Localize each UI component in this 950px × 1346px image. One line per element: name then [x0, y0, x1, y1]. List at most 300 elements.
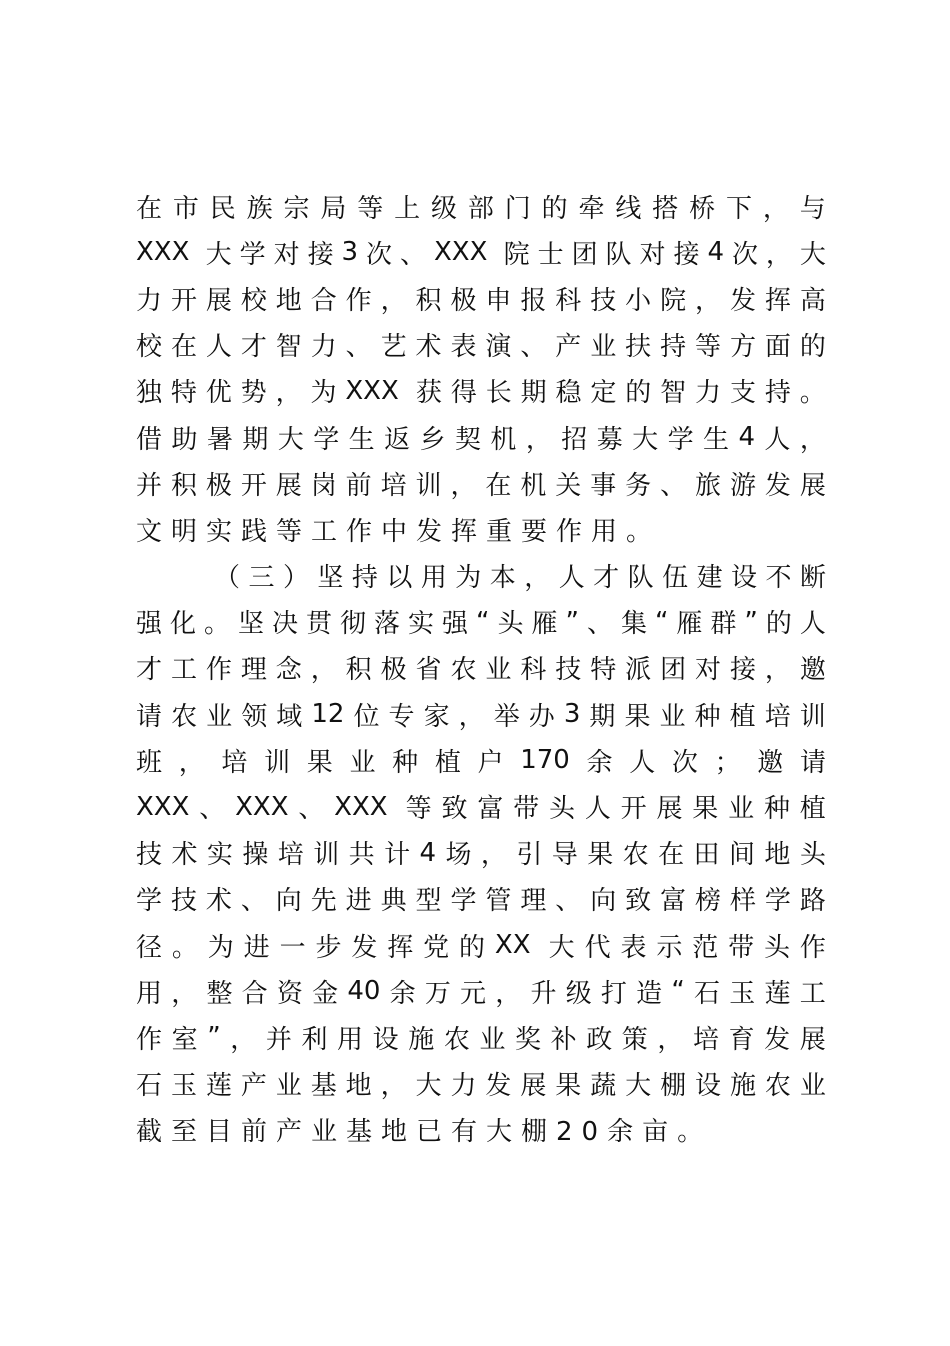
text-token: 头	[764, 932, 791, 963]
text-token: 请	[799, 747, 826, 778]
text-token: 用	[337, 1024, 364, 1055]
text-token: 实	[206, 840, 233, 871]
text-token: ，	[764, 655, 791, 686]
text-token: 操	[242, 840, 269, 871]
text-token: 石	[136, 1071, 163, 1102]
text-token: 大	[632, 424, 659, 455]
text-token: 展	[275, 470, 302, 501]
text-token: 用	[420, 563, 447, 594]
text-line	[136, 968, 826, 1014]
text-token: 径	[136, 932, 163, 963]
text-token: 支	[729, 378, 756, 409]
text-token: 彻	[340, 609, 367, 640]
text-token: ，	[450, 470, 477, 501]
text-token: 种	[392, 747, 419, 778]
text-token: 致	[625, 886, 652, 917]
text-token: 理	[240, 655, 267, 686]
text-token: 定	[590, 378, 617, 409]
text-token: 等	[695, 332, 722, 363]
text-token: 门	[504, 193, 531, 224]
text-line	[136, 830, 826, 876]
text-token: 院	[660, 285, 687, 316]
text-token: 院	[503, 239, 530, 270]
text-token: 以	[386, 563, 413, 594]
text-token: 。	[171, 932, 198, 963]
text-token: XXX	[433, 237, 496, 268]
text-token: 果	[692, 794, 719, 825]
text-token: 下	[726, 193, 753, 224]
text-token: 大	[799, 239, 826, 270]
text-token: 展	[520, 1071, 547, 1102]
text-token: 举	[493, 701, 520, 732]
text-token: 实	[408, 609, 435, 640]
text-token: 在	[170, 332, 197, 363]
text-token: 设	[731, 563, 758, 594]
text-token: 暑	[206, 424, 233, 455]
text-token: 决	[272, 609, 299, 640]
text-token: 邀	[757, 747, 784, 778]
text-token: 关	[555, 470, 582, 501]
text-token: 业	[349, 747, 376, 778]
text-token: 位	[353, 701, 380, 732]
text-token: 党	[423, 932, 450, 963]
text-token: 术	[171, 840, 198, 871]
text-token: 资	[276, 978, 303, 1009]
text-token: 强	[136, 609, 163, 640]
text-token: 三	[248, 563, 275, 594]
text-token: 报	[520, 285, 547, 316]
text-token: ，	[380, 1071, 407, 1102]
text-token: 生	[703, 424, 730, 455]
text-token: 开	[170, 285, 197, 316]
text-token: 的	[459, 932, 486, 963]
text-token: 持	[351, 563, 378, 594]
text-token: 展	[205, 285, 232, 316]
text-line	[136, 691, 826, 737]
text-token: 前	[345, 470, 372, 501]
text-token: 间	[728, 840, 755, 871]
text-line	[136, 183, 826, 229]
text-token: 引	[516, 840, 543, 871]
text-token: 积	[170, 470, 197, 501]
text-token: 富	[660, 886, 687, 917]
text-token: 莲	[205, 1071, 232, 1102]
text-token: 并	[136, 470, 163, 501]
text-token: 助	[171, 424, 198, 455]
text-token: 范	[692, 932, 719, 963]
text-token: 极	[450, 285, 477, 316]
text-token: XXX	[334, 791, 396, 822]
text-token: 万	[424, 978, 451, 1009]
text-token: 大	[205, 239, 232, 270]
text-token: 工	[170, 655, 197, 686]
text-token: 种	[694, 701, 721, 732]
text-token: 独	[136, 378, 163, 409]
text-token: 示	[656, 932, 683, 963]
text-token: 次	[731, 239, 758, 270]
text-token: 展	[799, 1024, 826, 1055]
text-token: 局	[320, 193, 347, 224]
text-token: 果	[555, 1071, 582, 1102]
text-token: 理	[520, 886, 547, 917]
text-token: 本	[489, 563, 516, 594]
text-token: 等	[405, 794, 432, 825]
text-token: 产	[555, 332, 582, 363]
text-token: 40	[347, 976, 381, 1007]
text-token: 育	[728, 1024, 755, 1055]
text-token: ，	[458, 701, 485, 732]
text-token: 、	[555, 886, 582, 917]
text-token: 派	[625, 655, 652, 686]
text-token: 开	[620, 794, 647, 825]
text-token: 不	[765, 563, 792, 594]
text-token: XXX	[136, 237, 198, 268]
text-token: 业	[206, 701, 233, 732]
text-token: ，	[657, 1024, 684, 1055]
text-token: XXX	[136, 791, 190, 822]
text-token: 训	[415, 470, 442, 501]
text-token: 技	[590, 285, 617, 316]
text-token: ，	[230, 1024, 257, 1055]
text-token: 雁	[676, 609, 703, 640]
text-token: 作	[205, 655, 232, 686]
text-token: 方	[729, 332, 756, 363]
text-token: 力	[310, 332, 337, 363]
text-token: 计	[384, 840, 411, 871]
text-token: ，	[178, 747, 205, 778]
text-token: 业	[590, 332, 617, 363]
text-line	[136, 368, 826, 414]
text-token: 基	[310, 1071, 337, 1102]
text-token: 才	[136, 655, 163, 686]
text-token: 家	[423, 701, 450, 732]
text-token: 训	[313, 840, 340, 871]
text-token: 头	[799, 840, 826, 871]
text-token: 落	[374, 609, 401, 640]
text-token: “	[654, 606, 669, 637]
text-token: 强	[442, 609, 469, 640]
text-token: 果	[587, 840, 614, 871]
text-token: 发	[764, 470, 791, 501]
text-token: 学	[136, 886, 163, 917]
text-token: ，	[695, 285, 722, 316]
text-token: 申	[485, 285, 512, 316]
text-token: 岗	[310, 470, 337, 501]
text-token: 为	[310, 378, 337, 409]
text-token: 对	[695, 655, 722, 686]
text-token: 3	[341, 237, 359, 268]
text-token: 带	[513, 794, 540, 825]
text-line	[136, 322, 826, 368]
text-token: 设	[695, 1071, 722, 1102]
text-token: ，	[380, 285, 407, 316]
text-token: ）	[282, 563, 309, 594]
text-token: 12	[311, 699, 345, 730]
text-token: 力	[450, 1071, 477, 1102]
text-token: 头	[497, 609, 524, 640]
text-token: 的	[765, 609, 792, 640]
text-token: 打	[600, 978, 627, 1009]
text-token: 共	[348, 840, 375, 871]
text-token: 农	[443, 1024, 470, 1055]
text-token: 小	[625, 285, 652, 316]
text-token: 势	[240, 378, 267, 409]
text-token: 发	[351, 932, 378, 963]
text-token: 进	[243, 932, 270, 963]
text-token: 学	[450, 886, 477, 917]
text-token: 团	[571, 239, 598, 270]
text-token: 升	[530, 978, 557, 1009]
text-token: 与	[799, 193, 826, 224]
text-token: 作	[136, 1024, 163, 1055]
text-token: 作	[799, 932, 826, 963]
text-token: 术	[205, 886, 232, 917]
text-token: 乡	[419, 424, 446, 455]
text-token: 展	[656, 794, 683, 825]
text-token: 特	[170, 378, 197, 409]
text-token: 念	[275, 655, 302, 686]
text-token: 上	[394, 193, 421, 224]
text-token: 在	[658, 840, 685, 871]
text-token: 合	[241, 978, 268, 1009]
text-token: 接	[307, 239, 334, 270]
text-token: 开	[240, 470, 267, 501]
text-token: 智	[275, 332, 302, 363]
text-token: 次	[671, 747, 698, 778]
text-token: 级	[431, 193, 458, 224]
text-token: 、	[400, 239, 427, 270]
text-token: 长	[485, 378, 512, 409]
text-token: 募	[596, 424, 623, 455]
text-token: 政	[586, 1024, 613, 1055]
text-token: 路	[799, 886, 826, 917]
text-token: 办	[528, 701, 555, 732]
text-token: 人	[764, 424, 791, 455]
text-token: 作	[345, 285, 372, 316]
text-token: 队	[605, 239, 632, 270]
text-token: 期	[242, 424, 269, 455]
text-token: 持	[764, 378, 791, 409]
text-token: 人	[629, 747, 656, 778]
text-token: 合	[310, 285, 337, 316]
text-token: 业	[799, 1071, 826, 1102]
text-token: 设	[372, 1024, 399, 1055]
text-token: 技	[555, 655, 582, 686]
text-token: 对	[639, 239, 666, 270]
text-token: 补	[550, 1024, 577, 1055]
text-token: 为	[207, 932, 234, 963]
text-token: ，	[310, 655, 337, 686]
text-token: 力	[136, 285, 163, 316]
text-token: 大	[415, 1071, 442, 1102]
text-token: 期	[520, 378, 547, 409]
text-token: 用	[136, 978, 163, 1009]
text-token: 域	[276, 701, 303, 732]
text-token: 集	[620, 609, 647, 640]
text-token: 为	[455, 563, 482, 594]
text-token: 、	[660, 470, 687, 501]
text-token: 才	[593, 563, 620, 594]
text-token: “	[671, 976, 685, 1007]
text-token: 、	[240, 886, 267, 917]
text-token: 田	[693, 840, 720, 871]
text-token: 地	[345, 1071, 372, 1102]
text-token: 室	[171, 1024, 198, 1055]
text-token: 代	[584, 932, 611, 963]
text-token: 坚	[317, 563, 344, 594]
text-token: 团	[660, 655, 687, 686]
text-token: 建	[696, 563, 723, 594]
text-line: 文明实践等工作中发挥重要作用。	[136, 516, 662, 547]
text-token: 智	[660, 378, 687, 409]
text-line	[136, 645, 826, 691]
text-token: 表	[450, 332, 477, 363]
text-token: 头	[548, 794, 575, 825]
text-token: 艺	[380, 332, 407, 363]
text-token: 旅	[695, 470, 722, 501]
text-token: 断	[799, 563, 826, 594]
text-token: 民	[209, 193, 236, 224]
text-token: 学	[764, 886, 791, 917]
text-token: 。	[799, 378, 826, 409]
text-token: 借	[136, 424, 163, 455]
text-token: 棚	[660, 1071, 687, 1102]
text-token: 业	[659, 701, 686, 732]
text-token: 族	[246, 193, 273, 224]
text-token: 利	[301, 1024, 328, 1055]
text-line	[136, 275, 826, 321]
text-token: 务	[625, 470, 652, 501]
text-line	[136, 229, 826, 275]
text-token: 培	[380, 470, 407, 501]
text-line	[136, 783, 826, 829]
text-token: 次	[366, 239, 393, 270]
text-token: 、	[345, 332, 372, 363]
text-token: 蔬	[590, 1071, 617, 1102]
text-token: 省	[415, 655, 442, 686]
text-token: 领	[241, 701, 268, 732]
text-token: 管	[485, 886, 512, 917]
text-token: 技	[136, 840, 163, 871]
text-token: 培	[764, 701, 791, 732]
text-token: 市	[172, 193, 199, 224]
text-token: 培	[221, 747, 248, 778]
text-token: 业	[485, 655, 512, 686]
text-token: 大	[548, 932, 575, 963]
text-token: 植	[799, 794, 826, 825]
text-token: 富	[477, 794, 504, 825]
text-token: 生	[348, 424, 375, 455]
text-token: 演	[485, 332, 512, 363]
text-token: 人	[205, 332, 232, 363]
text-token: 得	[450, 378, 477, 409]
text-token: 元	[460, 978, 487, 1009]
text-token: 级	[565, 978, 592, 1009]
text-token: 牵	[578, 193, 605, 224]
text-token: 的	[541, 193, 568, 224]
text-token: 极	[205, 470, 232, 501]
text-token: 、	[520, 332, 547, 363]
text-token: 奖	[515, 1024, 542, 1055]
text-token: 桥	[689, 193, 716, 224]
text-token: 优	[205, 378, 232, 409]
text-token: 雁	[531, 609, 558, 640]
text-token: 整	[206, 978, 233, 1009]
text-token: 余	[586, 747, 613, 778]
text-token: 农	[764, 1071, 791, 1102]
text-line	[136, 876, 826, 922]
text-token: 场	[445, 840, 472, 871]
text-token: 招	[561, 424, 588, 455]
text-token: 植	[729, 701, 756, 732]
text-token: 莲	[764, 978, 791, 1009]
text-token: ，	[762, 193, 789, 224]
text-token: ；	[714, 747, 741, 778]
text-token: 队	[627, 563, 654, 594]
text-token: 群	[710, 609, 737, 640]
text-token: 人	[799, 609, 826, 640]
text-token: 人	[558, 563, 585, 594]
text-token: 发	[729, 285, 756, 316]
text-token: 在	[485, 470, 512, 501]
text-token: 事	[590, 470, 617, 501]
text-token: 特	[590, 655, 617, 686]
text-token: 一	[279, 932, 306, 963]
text-token: ，	[799, 424, 826, 455]
text-token: ，	[171, 978, 198, 1009]
text-token: 返	[384, 424, 411, 455]
text-token: 向	[275, 886, 302, 917]
text-line	[136, 414, 826, 460]
text-token: 施	[408, 1024, 435, 1055]
text-token: 的	[799, 332, 826, 363]
text-token: ”	[565, 606, 579, 637]
text-token: ”	[744, 606, 758, 637]
text-token: 技	[170, 886, 197, 917]
text-token: 、	[586, 609, 613, 640]
text-token: 果	[624, 701, 651, 732]
text-token: 期	[589, 701, 616, 732]
text-token: 部	[467, 193, 494, 224]
text-line	[136, 553, 826, 599]
text-token: 金	[312, 978, 339, 1009]
text-token: 步	[315, 932, 342, 963]
text-token: 业	[728, 794, 755, 825]
text-token: 进	[345, 886, 372, 917]
text-token: 对	[273, 239, 300, 270]
text-token: 极	[380, 655, 407, 686]
text-token: 工	[799, 978, 826, 1009]
text-token: 发	[764, 1024, 791, 1055]
text-token: 、	[199, 794, 226, 825]
text-token: 先	[310, 886, 337, 917]
text-token: 策	[621, 1024, 648, 1055]
text-token: XXX	[235, 791, 289, 822]
text-token: 并	[265, 1024, 292, 1055]
text-line	[136, 599, 826, 645]
text-token: 植	[434, 747, 461, 778]
text-token: 挥	[764, 285, 791, 316]
text-token: 科	[520, 655, 547, 686]
text-token: 校	[136, 332, 163, 363]
text-token: 积	[415, 285, 442, 316]
text-token: 接	[729, 655, 756, 686]
text-token: 人	[584, 794, 611, 825]
text-token: 机	[520, 470, 547, 501]
text-token: 学	[313, 424, 340, 455]
text-token: 接	[673, 239, 700, 270]
text-token: 伍	[662, 563, 689, 594]
